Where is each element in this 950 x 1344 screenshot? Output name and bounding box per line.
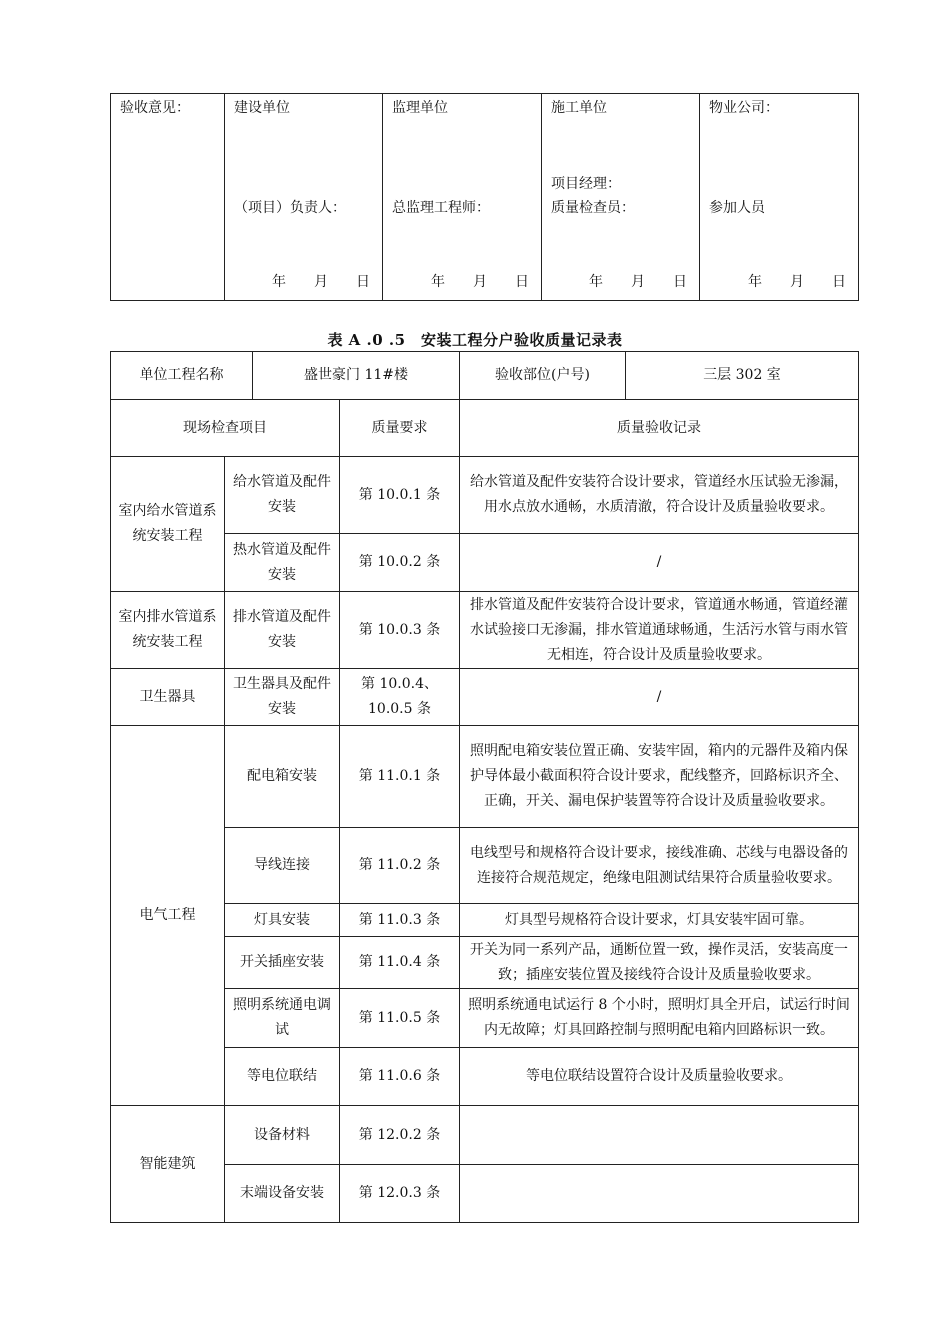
item-name: 排水管道及配件安装 bbox=[225, 592, 340, 669]
record: 电线型号和规格符合设计要求，接线准确、芯线与电器设备的连接符合规范规定，绝缘电阻测试结果符合质量验收要求。 bbox=[460, 828, 859, 904]
col-requirement: 质量要求 bbox=[340, 400, 460, 457]
item-name: 导线连接 bbox=[225, 828, 340, 904]
opinion-label: 验收意见： bbox=[120, 100, 190, 116]
signoff-supervision-unit bbox=[383, 94, 542, 301]
table-row bbox=[111, 457, 859, 534]
table-title: 表 A .0 .5 安装工程分户验收质量记录表 bbox=[327, 331, 623, 349]
signoff-title: 监理单位 bbox=[392, 100, 448, 116]
signoff-title: 施工单位 bbox=[551, 100, 607, 116]
requirement: 第 10.0.3 条 bbox=[340, 592, 460, 669]
group-name: 电气工程 bbox=[111, 726, 225, 1106]
record: 开关为同一系列产品，通断位置一致，操作灵活，安装高度一致；插座安装位置及接线符合设计及质量验收要求。 bbox=[460, 937, 859, 989]
signoff-property-company bbox=[700, 94, 859, 301]
table-row bbox=[111, 592, 859, 669]
signoff-date: 年 月 日 bbox=[589, 274, 687, 290]
signoff-project-manager: 项目经理： bbox=[551, 176, 621, 192]
requirement: 第 11.0.5 条 bbox=[340, 989, 460, 1048]
signoff-date: 年 月 日 bbox=[431, 274, 529, 290]
header-row bbox=[111, 352, 859, 400]
item-name: 开关插座安装 bbox=[225, 937, 340, 989]
requirement: 第 12.0.3 条 bbox=[340, 1165, 460, 1223]
item-name: 设备材料 bbox=[225, 1106, 340, 1165]
group-name: 室内排水管道系统安装工程 bbox=[111, 592, 225, 669]
record: / bbox=[460, 534, 859, 592]
opinion-cell bbox=[111, 94, 225, 301]
signoff-construction-unit bbox=[225, 94, 383, 301]
requirement: 第 11.0.1 条 bbox=[340, 726, 460, 828]
col-record: 质量验收记录 bbox=[460, 400, 859, 457]
requirement: 第 12.0.2 条 bbox=[340, 1106, 460, 1165]
signoff-title: 物业公司： bbox=[709, 100, 779, 116]
requirement: 第 11.0.4 条 bbox=[340, 937, 460, 989]
signoff-contractor-unit bbox=[542, 94, 700, 301]
signoff-table bbox=[110, 93, 859, 301]
record bbox=[460, 1106, 859, 1165]
table-row bbox=[111, 669, 859, 726]
signoff-date: 年 月 日 bbox=[748, 274, 846, 290]
record: 照明配电箱安装位置正确、安装牢固，箱内的元器件及箱内保护导体最小截面积符合设计要求，配线整齐，回路标识齐全、正确，开关、漏电保护装置等符合设计及质量验收要求。 bbox=[460, 726, 859, 828]
record: 灯具型号规格符合设计要求，灯具安装牢固可靠。 bbox=[460, 904, 859, 937]
item-name: 等电位联结 bbox=[225, 1048, 340, 1106]
record bbox=[460, 1165, 859, 1223]
item-name: 卫生器具及配件安装 bbox=[225, 669, 340, 726]
signoff-title: 建设单位 bbox=[234, 100, 290, 116]
col-item: 现场检查项目 bbox=[111, 400, 340, 457]
requirement: 第 10.0.2 条 bbox=[340, 534, 460, 592]
unit-name-value: 盛世豪门 11#楼 bbox=[253, 352, 460, 400]
signoff-date: 年 月 日 bbox=[272, 274, 370, 290]
part-label: 验收部位(户号) bbox=[460, 352, 626, 400]
record: 等电位联结设置符合设计及质量验收要求。 bbox=[460, 1048, 859, 1106]
item-name: 末端设备安装 bbox=[225, 1165, 340, 1223]
table-row bbox=[111, 1106, 859, 1165]
table-row bbox=[111, 726, 859, 828]
item-name: 照明系统通电调试 bbox=[225, 989, 340, 1048]
signoff-signer: 参加人员 bbox=[709, 200, 765, 216]
column-header-row bbox=[111, 400, 859, 457]
requirement: 第 11.0.3 条 bbox=[340, 904, 460, 937]
record: 排水管道及配件安装符合设计要求，管道通水畅通，管道经灌水试验接口无渗漏，排水管道通球畅通，生活污水管与雨水管无相连，符合设计及质量验收要求。 bbox=[460, 592, 859, 669]
item-name: 配电箱安装 bbox=[225, 726, 340, 828]
group-name: 卫生器具 bbox=[111, 669, 225, 726]
item-name: 灯具安装 bbox=[225, 904, 340, 937]
requirement: 第 11.0.2 条 bbox=[340, 828, 460, 904]
unit-name-label: 单位工程名称 bbox=[111, 352, 253, 400]
record: 照明系统通电试运行 8 个小时，照明灯具全开启，试运行时间内无故障；灯具回路控制与照明配电箱内回路标识一致。 bbox=[460, 989, 859, 1048]
part-value: 三层 302 室 bbox=[626, 352, 859, 400]
record: / bbox=[460, 669, 859, 726]
signoff-signer: （项目）负责人： bbox=[234, 200, 346, 216]
record: 给水管道及配件安装符合设计要求，管道经水压试验无渗漏，用水点放水通畅，水质清澈，符合设计及质量验收要求。 bbox=[460, 457, 859, 534]
group-name: 智能建筑 bbox=[111, 1106, 225, 1223]
signoff-signer: 总监理工程师： bbox=[392, 200, 490, 216]
signoff-signer: 质量检查员： bbox=[551, 200, 635, 216]
requirement: 第 10.0.4、10.0.5 条 bbox=[340, 669, 460, 726]
item-name: 热水管道及配件安装 bbox=[225, 534, 340, 592]
group-name: 室内给水管道系统安装工程 bbox=[111, 457, 225, 592]
requirement: 第 11.0.6 条 bbox=[340, 1048, 460, 1106]
item-name: 给水管道及配件安装 bbox=[225, 457, 340, 534]
inspection-table bbox=[110, 351, 859, 1223]
requirement: 第 10.0.1 条 bbox=[340, 457, 460, 534]
